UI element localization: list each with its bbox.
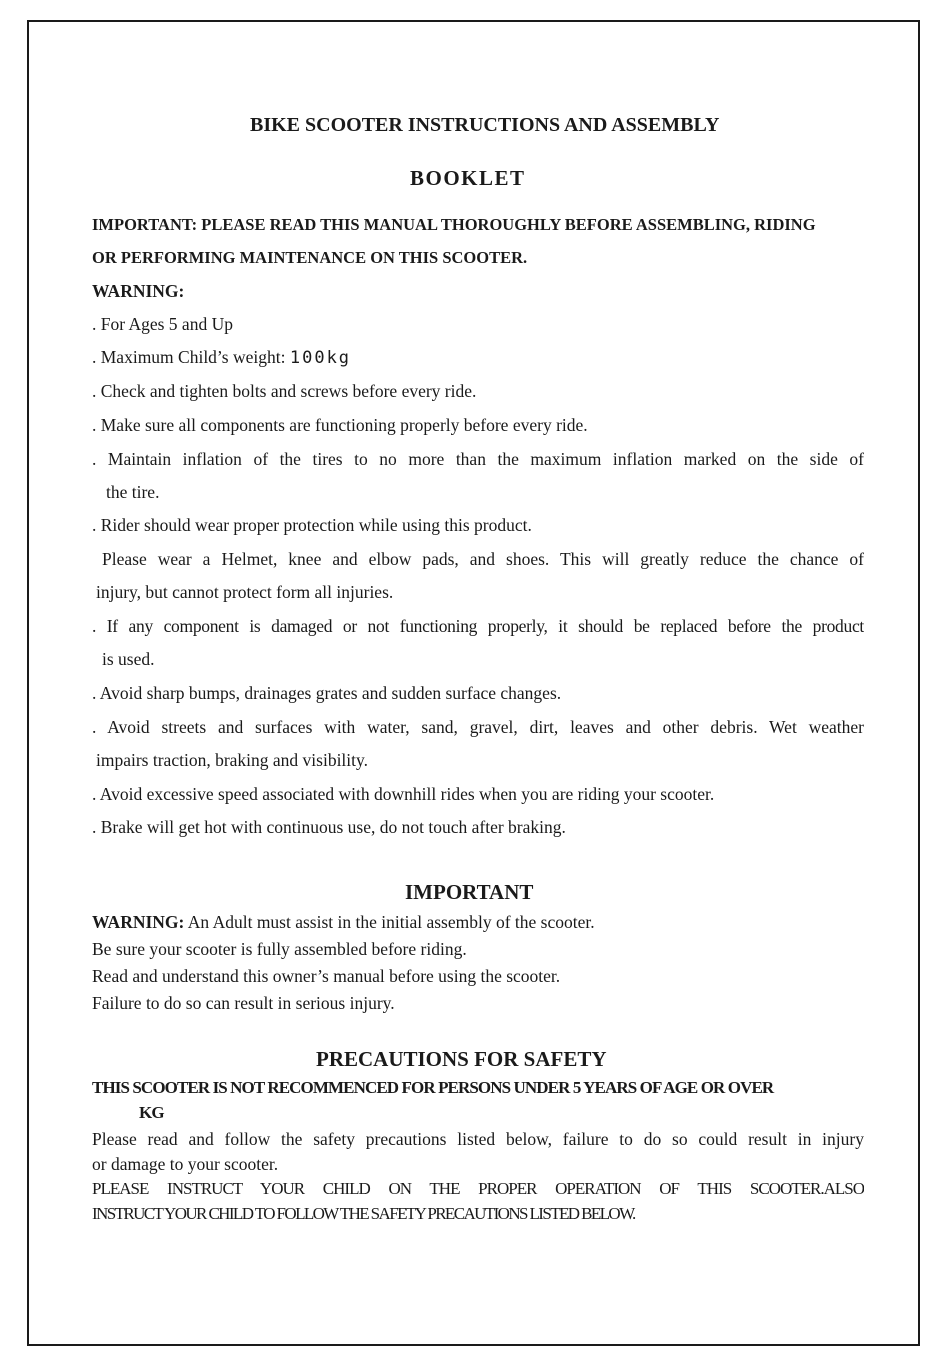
bullet-bumps: . Avoid sharp bumps, drainages grates and sudden surface changes. [92, 683, 562, 703]
bullet-weight [92, 346, 351, 369]
precautions-para-line1: Please read and follow the safety precautions listed below, failure to do so could result in injury [92, 1129, 864, 1149]
weight-label: . Maximum Child’s weight: [92, 347, 290, 367]
important-line4: Failure to do so can result in serious injury. [92, 993, 395, 1013]
precautions-instruct-line1: PLEASE INSTRUCT YOUR CHILD ON THE PROPER OPERATION OF THIS SCOOTER.ALSO [92, 1179, 864, 1198]
bullet-damaged-line1: . If any component is damaged or not functioning properly, it should be replaced before the product [92, 616, 864, 636]
weight-value: 100kg [289, 348, 352, 368]
important-notice-line2: OR PERFORMING MAINTENANCE ON THIS SCOOTER. [92, 248, 528, 267]
bullet-damaged-line2: is used. [102, 649, 155, 669]
bullet-inflation-line1: . Maintain inflation of the tires to no more than the maximum inflation marked on the side of [92, 449, 864, 469]
precautions-bold-line2: KG [139, 1103, 164, 1122]
document-subtitle: BOOKLET [410, 166, 526, 190]
important-line2: Be sure your scooter is fully assembled before riding. [92, 939, 467, 959]
precautions-heading: PRECAUTIONS FOR SAFETY [316, 1047, 607, 1071]
important-line3: Read and understand this owner’s manual before using the scooter. [92, 966, 561, 986]
helmet-line2: injury, but cannot protect form all injuries. [96, 582, 394, 602]
bullet-streets-line2: impairs traction, braking and visibility. [96, 750, 369, 770]
important-warning-line [92, 911, 595, 933]
bullet-components: . Make sure all components are functioning properly before every ride. [92, 415, 588, 435]
important-warning-label: WARNING: [92, 912, 185, 932]
precautions-bold-line1: THIS SCOOTER IS NOT RECOMMENCED FOR PERSONS UNDER 5 YEARS OF AGE OR OVER [92, 1078, 774, 1097]
important-heading: IMPORTANT [405, 880, 534, 904]
important-notice-line1: IMPORTANT: PLEASE READ THIS MANUAL THOROUGHLY BEFORE ASSEMBLING, RIDING [92, 215, 816, 234]
precautions-para-line2: or damage to your scooter. [92, 1154, 279, 1174]
important-warning-text: An Adult must assist in the initial assembly of the scooter. [184, 912, 595, 932]
bullet-speed: . Avoid excessive speed associated with downhill rides when you are riding your scooter. [92, 784, 715, 804]
bullet-ages: . For Ages 5 and Up [92, 314, 233, 334]
warning-heading: WARNING: [92, 281, 185, 301]
bullet-protection: . Rider should wear proper protection while using this product. [92, 515, 532, 535]
bullet-bolts: . Check and tighten bolts and screws before every ride. [92, 381, 477, 401]
helmet-line1: Please wear a Helmet, knee and elbow pads, and shoes. This will greatly reduce the chance of [102, 549, 864, 569]
bullet-brake: . Brake will get hot with continuous use, do not touch after braking. [92, 817, 566, 837]
bullet-streets-line1: . Avoid streets and surfaces with water, sand, gravel, dirt, leaves and other debris. Wet weather [92, 717, 864, 737]
precautions-instruct-line2: INSTRUCT YOUR CHILD TO FOLLOW THE SAFETY PRECAUTIONS LISTED BELOW. [92, 1204, 635, 1223]
document-title: BIKE SCOOTER INSTRUCTIONS AND ASSEMBLY [250, 114, 720, 136]
bullet-inflation-line2: the tire. [106, 482, 160, 502]
